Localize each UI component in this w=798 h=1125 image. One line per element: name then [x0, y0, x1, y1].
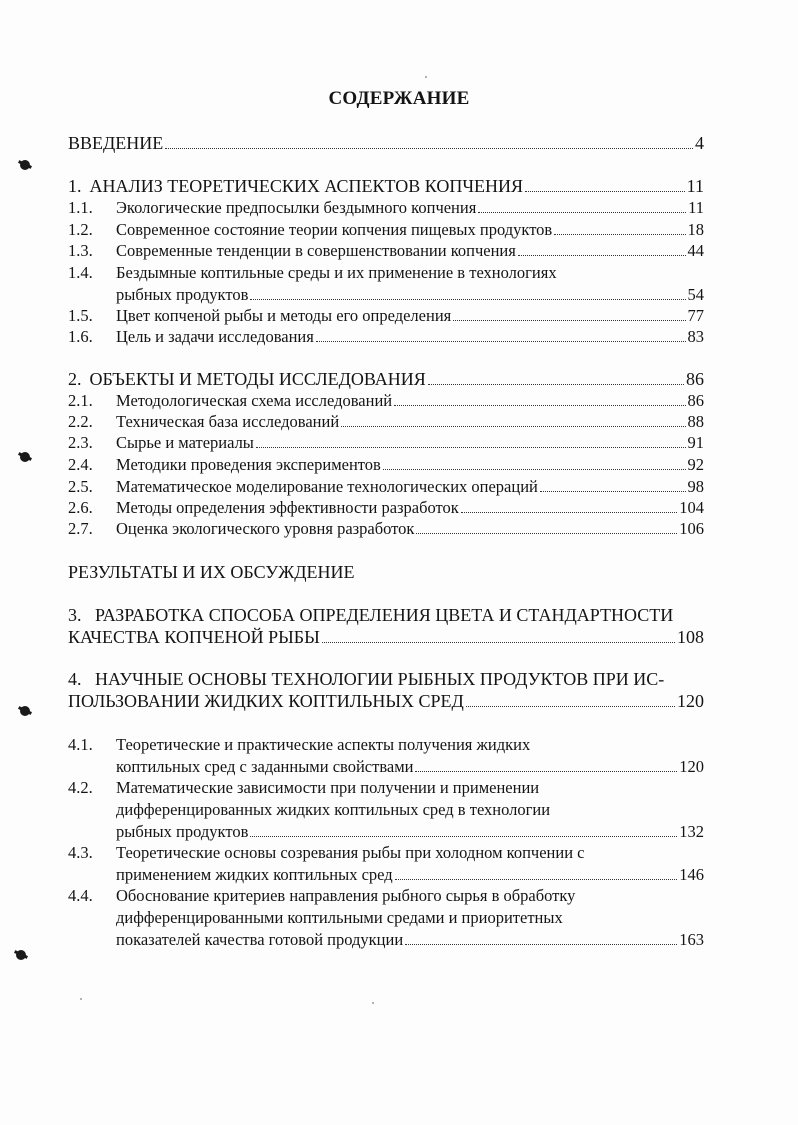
leader-dots: [540, 491, 686, 492]
toc-page-number: 83: [687, 327, 704, 346]
leader-dots: [415, 771, 677, 772]
scan-speck: [372, 1002, 374, 1004]
section-number: 2.7.: [68, 519, 93, 538]
leader-dots: [250, 299, 685, 300]
toc-entry-2-4: [68, 454, 704, 476]
toc-chapter-4: [68, 668, 704, 712]
section-number: 4.4.: [68, 886, 93, 905]
toc-page-number: 54: [687, 285, 704, 304]
toc-entry-text: Методики проведения экспериментов: [116, 455, 381, 474]
toc-entry-text: 3. РАЗРАБОТКА СПОСОБА ОПРЕДЕЛЕНИЯ ЦВЕТА И СТАНДАРТНОСТИ: [68, 605, 674, 625]
leader-dots: [478, 212, 686, 213]
toc-page-number: 11: [686, 176, 704, 196]
toc-entry-4-3: [68, 842, 704, 886]
toc-entry-text: КАЧЕСТВА КОПЧЕНОЙ РЫБЫ: [68, 627, 320, 647]
binding-hole-mark: [20, 706, 30, 716]
toc-entry-1-6: [68, 326, 704, 348]
toc-entry-text: Современное состояние теории копчения пищевых продуктов: [116, 220, 553, 239]
section-number: 2.2.: [68, 412, 93, 431]
binding-hole-mark: [20, 452, 30, 462]
toc-entry-text: дифференцированных жидких коптильных сред в технологии: [116, 800, 551, 819]
toc-entry-1-1: [68, 197, 704, 219]
leader-dots: [316, 341, 686, 342]
toc-entry-4-1: [68, 734, 704, 778]
toc-page-number: 44: [687, 241, 704, 260]
chapter-number: 1.: [68, 176, 82, 196]
toc-chapter-2: [68, 368, 704, 390]
toc-entry-text: Теоретические и практические аспекты получения жидких: [116, 735, 531, 754]
leader-dots: [461, 512, 677, 513]
section-number: 1.4.: [68, 263, 93, 282]
leader-dots: [428, 384, 684, 385]
toc-entry-text: Теоретические основы созревания рыбы при холодном копчении с: [116, 843, 585, 862]
toc-page-number: 77: [687, 306, 704, 325]
toc-page-number: 4: [695, 133, 704, 153]
binding-hole-mark: [16, 950, 26, 960]
leader-dots: [322, 642, 675, 643]
section-number: 2.3.: [68, 433, 93, 452]
section-number: 4.3.: [68, 843, 93, 862]
toc-entry-text: рыбных продуктов: [116, 822, 249, 841]
toc-entry-text: Современные тенденции в совершенствовании копчения: [116, 241, 516, 260]
toc-page-number: 18: [687, 220, 704, 239]
scan-speck: [425, 76, 427, 78]
toc-entry-2-7: [68, 518, 704, 540]
toc-chapter-1: [68, 175, 704, 197]
leader-dots: [453, 320, 685, 321]
toc-entry-text: применением жидких коптильных сред: [116, 865, 393, 884]
toc-page-number: 146: [679, 865, 704, 884]
leader-dots: [554, 234, 685, 235]
toc-entry-2-1: [68, 390, 704, 412]
toc-entry-text: Цель и задачи исследования: [116, 327, 314, 346]
chapter-number: 2.: [68, 369, 82, 389]
toc-page-number: 91: [687, 433, 704, 452]
toc-entry-2-2: [68, 411, 704, 433]
toc-entry-text: Экологические предпосылки бездымного копчения: [116, 198, 477, 217]
toc-page-number: 86: [687, 391, 704, 410]
section-number: 1.6.: [68, 327, 93, 346]
toc-entry-1-3: [68, 240, 704, 262]
toc-entry-text: рыбных продуктов: [116, 285, 249, 304]
toc-entry-text: Математическое моделирование технологических операций: [116, 477, 538, 496]
toc-entry-text: Обоснование критериев направления рыбного сырья в обработку: [116, 886, 576, 905]
toc-entry-text: дифференцированными коптильными средами и приоритетных: [116, 908, 563, 927]
section-number: 2.1.: [68, 391, 93, 410]
toc-page-number: 86: [686, 369, 704, 389]
section-number: 1.5.: [68, 306, 93, 325]
section-number: 2.4.: [68, 455, 93, 474]
toc-entry-1-4: [68, 262, 704, 306]
toc-entry-1-5: [68, 305, 704, 327]
toc-entry-text: Методы определения эффективности разработок: [116, 498, 459, 517]
toc-entry-2-6: [68, 497, 704, 519]
leader-dots: [383, 469, 686, 470]
toc-entry-2-3: [68, 432, 704, 454]
toc-entry-text: АНАЛИЗ ТЕОРЕТИЧЕСКИХ АСПЕКТОВ КОПЧЕНИЯ: [89, 176, 524, 196]
leader-dots: [416, 533, 677, 534]
toc-entry-text: Техническая база исследований: [116, 412, 340, 431]
scan-speck: [80, 998, 82, 1000]
toc-page-number: 11: [688, 198, 704, 217]
toc-entry-text: 4. НАУЧНЫЕ ОСНОВЫ ТЕХНОЛОГИИ РЫБНЫХ ПРОДУКТОВ ПРИ ИС-: [68, 669, 665, 689]
leader-dots: [165, 148, 693, 149]
leader-dots: [250, 836, 677, 837]
section-number: 4.2.: [68, 778, 93, 797]
leader-dots: [518, 255, 686, 256]
toc-page-number: 120: [679, 757, 704, 776]
toc-entry-intro: [68, 132, 704, 154]
section-number: 1.3.: [68, 241, 93, 260]
leader-dots: [405, 944, 677, 945]
toc-entry-text: Оценка экологического уровня разработок: [116, 519, 415, 538]
leader-dots: [341, 426, 685, 427]
toc-entry-text: Методологическая схема исследований: [116, 391, 393, 410]
section-number: 2.5.: [68, 477, 93, 496]
toc-page-number: 104: [679, 498, 704, 517]
toc-entry-2-5: [68, 476, 704, 498]
leader-dots: [395, 879, 678, 880]
toc-page-number: 163: [679, 930, 704, 949]
toc-page-number: 108: [677, 627, 704, 647]
toc-entry-text: ВВЕДЕНИЕ: [68, 133, 164, 153]
toc-entry-text: Цвет копченой рыбы и методы его определения: [116, 306, 452, 325]
toc-entry-text: РЕЗУЛЬТАТЫ И ИХ ОБСУЖДЕНИЕ: [68, 562, 355, 582]
toc-entry-text: показателей качества готовой продукции: [116, 930, 404, 949]
toc-entry-text: Бездымные коптильные среды и их применение в технологиях: [116, 263, 557, 282]
toc-entry-text: Математические зависимости при получении и применении: [116, 778, 540, 797]
toc-entry-text: коптильных сред с заданными свойствами: [116, 757, 414, 776]
section-number: 2.6.: [68, 498, 93, 517]
toc-entry-text: ОБЪЕКТЫ И МЕТОДЫ ИССЛЕДОВАНИЯ: [89, 369, 426, 389]
toc-page-number: 92: [687, 455, 704, 474]
toc-entry-4-4: [68, 885, 704, 951]
toc-entry-text: ПОЛЬЗОВАНИИ ЖИДКИХ КОПТИЛЬНЫХ СРЕД: [68, 691, 464, 711]
toc-page-number: 120: [677, 691, 704, 711]
toc-page-number: 88: [687, 412, 704, 431]
section-number: 1.2.: [68, 220, 93, 239]
page-title: СОДЕРЖАНИЕ: [328, 88, 470, 109]
leader-dots: [394, 405, 685, 406]
toc-entry-1-2: [68, 219, 704, 241]
leader-dots: [256, 447, 686, 448]
section-number: 4.1.: [68, 735, 93, 754]
toc-results-heading: [68, 561, 704, 583]
toc-chapter-3: [68, 604, 704, 648]
toc-page-number: 106: [679, 519, 704, 538]
toc-entry-text: Сырье и материалы: [116, 433, 254, 452]
toc-page-number: 132: [679, 822, 704, 841]
toc-entry-4-2: [68, 777, 704, 843]
section-number: 1.1.: [68, 198, 93, 217]
leader-dots: [525, 191, 685, 192]
toc-page-number: 98: [687, 477, 704, 496]
leader-dots: [466, 706, 675, 707]
binding-hole-mark: [20, 160, 30, 170]
